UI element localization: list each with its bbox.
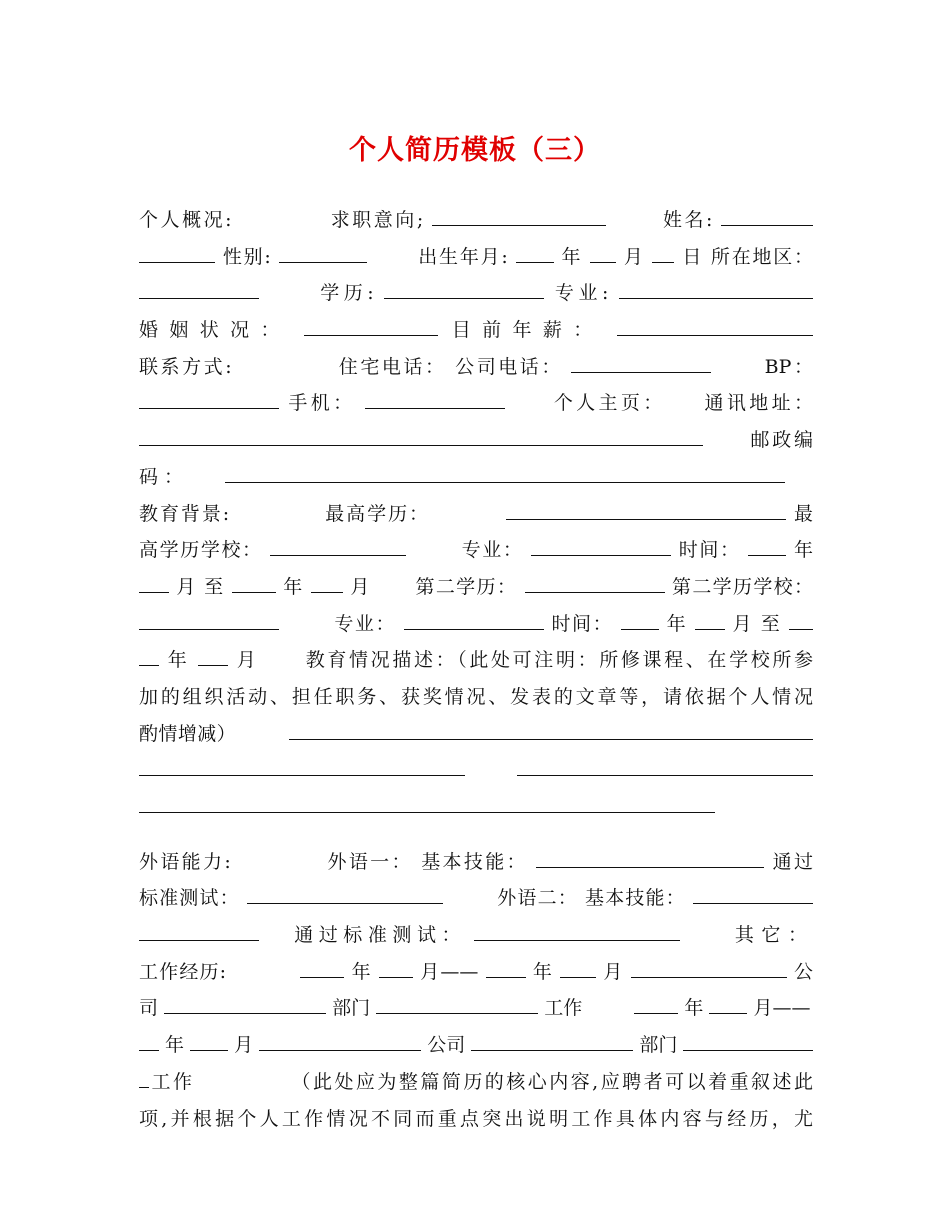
label-other: 其它： [734, 924, 813, 947]
line-5 [139, 349, 813, 386]
label-highest-edu: 最高学历： [325, 502, 430, 525]
label-language-1: 外语一： [327, 850, 413, 873]
field-work-y4b[interactable] [139, 1028, 159, 1051]
field-work-m3[interactable] [709, 991, 747, 1014]
field-time-year-1[interactable] [748, 533, 786, 556]
field-edu-desc-2[interactable] [139, 753, 465, 776]
field-salary[interactable] [617, 313, 813, 336]
page-title: 个人简历模板（三） [349, 135, 601, 166]
field-edu-desc-1[interactable] [289, 717, 813, 740]
label-address: 通讯地址： [704, 392, 813, 415]
field-work-m2[interactable] [560, 955, 596, 978]
text-edu-desc-3: 酌情增减） [139, 722, 237, 745]
field-work-y3[interactable] [634, 991, 678, 1014]
line-1 [139, 202, 813, 239]
label-homepage: 个人主页： [553, 392, 666, 415]
field-name-cont[interactable] [139, 240, 215, 263]
label-year-8: 年 [684, 997, 704, 1020]
label-major-2: 专业： [461, 539, 524, 562]
field-marital[interactable] [304, 313, 438, 336]
label-time-2: 时间： [551, 612, 614, 635]
field-education[interactable] [384, 276, 544, 299]
line-6 [139, 385, 813, 422]
field-work-m4[interactable] [190, 1028, 228, 1051]
label-company-2b: 司 [446, 1034, 466, 1057]
field-second-edu[interactable] [525, 570, 665, 593]
line-22 [139, 990, 813, 1027]
label-highest-school-1: 最 [793, 502, 813, 525]
label-dept-2: 部门 [639, 1034, 678, 1057]
line-16 [139, 752, 813, 789]
field-time-year-4b[interactable] [139, 643, 159, 666]
label-job-2: 工作 [149, 1070, 195, 1093]
label-company-2a: 公 [427, 1034, 447, 1057]
label-month-4: 月 [732, 612, 754, 635]
field-major-3[interactable] [404, 607, 544, 630]
label-day: 日 [682, 245, 704, 268]
field-job-intention[interactable] [432, 203, 606, 226]
label-education: 学历: [320, 282, 374, 305]
label-postcode-2: 码 ： [139, 465, 184, 488]
field-work-y1[interactable] [300, 955, 344, 978]
label-to: 至 [204, 575, 225, 598]
field-highest-school[interactable] [270, 533, 406, 556]
label-highest-school-2: 高学历学校： [139, 539, 263, 562]
label-basic-skill-2: 基本技能： [585, 887, 686, 910]
field-lang1-skill[interactable] [536, 845, 764, 868]
label-month-3: 月 [350, 575, 371, 598]
label-marital: 婚姻状况： [139, 319, 291, 342]
line-20 [139, 917, 813, 954]
label-office-phone: 公司电话： [455, 355, 563, 378]
line-3 [139, 275, 813, 312]
label-year-2: 年 [793, 539, 813, 562]
label-location: 所在地区： [710, 245, 813, 268]
field-company-2[interactable] [259, 1028, 421, 1051]
label-year-7: 年 [532, 960, 553, 983]
label-month-5: 月 [236, 649, 259, 672]
label-second-edu: 第二学历： [415, 575, 518, 598]
label-pass-1: 通过 [772, 850, 813, 873]
label-language-2: 外语二： [497, 887, 578, 910]
label-gender: 性别: [222, 245, 271, 268]
field-second-school[interactable] [139, 607, 279, 630]
field-time-month-2[interactable] [311, 570, 343, 593]
line-17 [139, 789, 813, 826]
text-edu-desc-1: 教育情况描述：（此处可注明：所修课程、在学校所参 [305, 649, 813, 672]
field-time-month-4[interactable] [198, 643, 228, 666]
line-9 [139, 496, 813, 533]
field-birth-month[interactable] [590, 240, 616, 263]
field-edu-desc-3[interactable] [517, 753, 813, 776]
field-highest-edu[interactable] [506, 497, 786, 520]
label-month-7: 月 [234, 1034, 254, 1057]
label-month-6: 月 [603, 960, 624, 983]
label-to-2: 至 [760, 612, 782, 635]
label-job-intention: 求职意向; [330, 209, 424, 231]
label-standard-test: 标准测试： [139, 887, 240, 910]
line-23 [139, 1027, 813, 1064]
field-name[interactable] [721, 203, 813, 226]
label-month-dash-1: 月—— [420, 960, 479, 983]
field-postcode[interactable] [225, 460, 785, 483]
label-bp: BP： [764, 355, 813, 378]
line-13 [139, 642, 813, 679]
field-lang1-test[interactable] [247, 881, 443, 904]
label-home-phone: 住宅电话： [338, 355, 447, 378]
line-11 [139, 569, 813, 606]
label-name: 姓名: [662, 209, 713, 231]
label-company-1a: 公 [793, 960, 813, 983]
field-company-1a[interactable] [631, 955, 787, 978]
line-24 [139, 1064, 813, 1101]
field-address[interactable] [139, 423, 703, 446]
field-dept-1[interactable] [164, 991, 326, 1014]
field-dept-2[interactable] [471, 1028, 633, 1051]
line-21 [139, 954, 813, 991]
line-2 [139, 239, 813, 276]
field-time-month-1[interactable] [139, 570, 169, 593]
label-month: 月 [623, 245, 645, 268]
field-birth-day[interactable] [652, 240, 674, 263]
label-year-4: 年 [666, 612, 688, 635]
line-19 [139, 880, 813, 917]
label-second-school: 第二学历学校： [671, 575, 813, 598]
field-time-year-2[interactable] [232, 570, 276, 593]
field-work-y2[interactable] [486, 955, 526, 978]
field-job-1[interactable] [376, 991, 538, 1014]
resume-body [139, 202, 813, 1137]
label-job-1: 工作 [544, 997, 583, 1020]
label-month-dash-2: 月—— [753, 997, 811, 1020]
label-language: 外语能力: [139, 850, 231, 873]
label-work-exp: 工作经历: [139, 960, 227, 983]
label-year-6: 年 [351, 960, 372, 983]
field-major-2[interactable] [531, 533, 671, 556]
label-year: 年 [561, 245, 583, 268]
field-job-2a[interactable] [683, 1028, 813, 1051]
label-basic-skill: 基本技能： [421, 850, 528, 873]
text-work-desc-1: （此处应为整篇简历的核心内容,应聘者可以着重叙述此 [291, 1070, 813, 1093]
field-location[interactable] [139, 276, 259, 299]
field-job-2b[interactable] [139, 1065, 149, 1088]
field-office-phone[interactable] [571, 350, 711, 373]
field-edu-desc-4[interactable] [139, 790, 715, 813]
field-mobile[interactable] [365, 386, 505, 409]
label-year-9: 年 [165, 1034, 185, 1057]
label-time: 时间： [678, 539, 741, 562]
field-time-year-3[interactable] [621, 607, 659, 630]
label-mobile: 手机： [288, 392, 356, 415]
label-pass-test-2: 通过标准测试： [294, 924, 467, 947]
line-10 [139, 532, 813, 569]
label-major-3: 专业： [334, 612, 397, 635]
field-bp[interactable] [139, 386, 279, 409]
line-15 [139, 716, 813, 753]
label-year-5: 年 [167, 649, 190, 672]
text-edu-desc-2: 加的组织活动、担任职务、获奖情况、发表的文章等，请依据个人情况 [139, 685, 813, 708]
field-lang2-test[interactable] [474, 918, 680, 941]
line-8 [139, 459, 813, 496]
text-work-desc-2: 项,并根据个人工作情况不同而重点突出说明工作具体内容与经历，尤 [139, 1107, 813, 1130]
label-postcode-1: 邮政编 [750, 429, 813, 452]
line-14 [139, 679, 813, 716]
label-major: 专业: [554, 282, 609, 305]
field-time-year-4a[interactable] [789, 607, 813, 630]
label-birth: 出生年月: [418, 245, 508, 268]
label-dept-1: 部门 [332, 997, 371, 1020]
label-personal-overview: 个人概况: [139, 209, 232, 231]
label-contact: 联系方式: [139, 355, 232, 378]
line-12 [139, 606, 813, 643]
label-year-3: 年 [283, 575, 304, 598]
line-25 [139, 1101, 813, 1138]
field-birth-year[interactable] [516, 240, 554, 263]
label-company-1b: 司 [139, 997, 159, 1020]
label-edu-background: 教育背景: [139, 502, 230, 525]
label-salary: 目前年薪： [451, 319, 604, 342]
label-month-2: 月 [176, 575, 197, 598]
field-major[interactable] [619, 276, 813, 299]
field-lang2-skill-a[interactable] [693, 881, 813, 904]
line-7 [139, 422, 813, 459]
field-lang2-skill-b[interactable] [139, 918, 259, 941]
line-4 [139, 312, 813, 349]
line-18 [139, 844, 813, 881]
field-time-month-3[interactable] [695, 607, 725, 630]
field-work-m1[interactable] [379, 955, 413, 978]
field-gender[interactable] [279, 240, 367, 263]
